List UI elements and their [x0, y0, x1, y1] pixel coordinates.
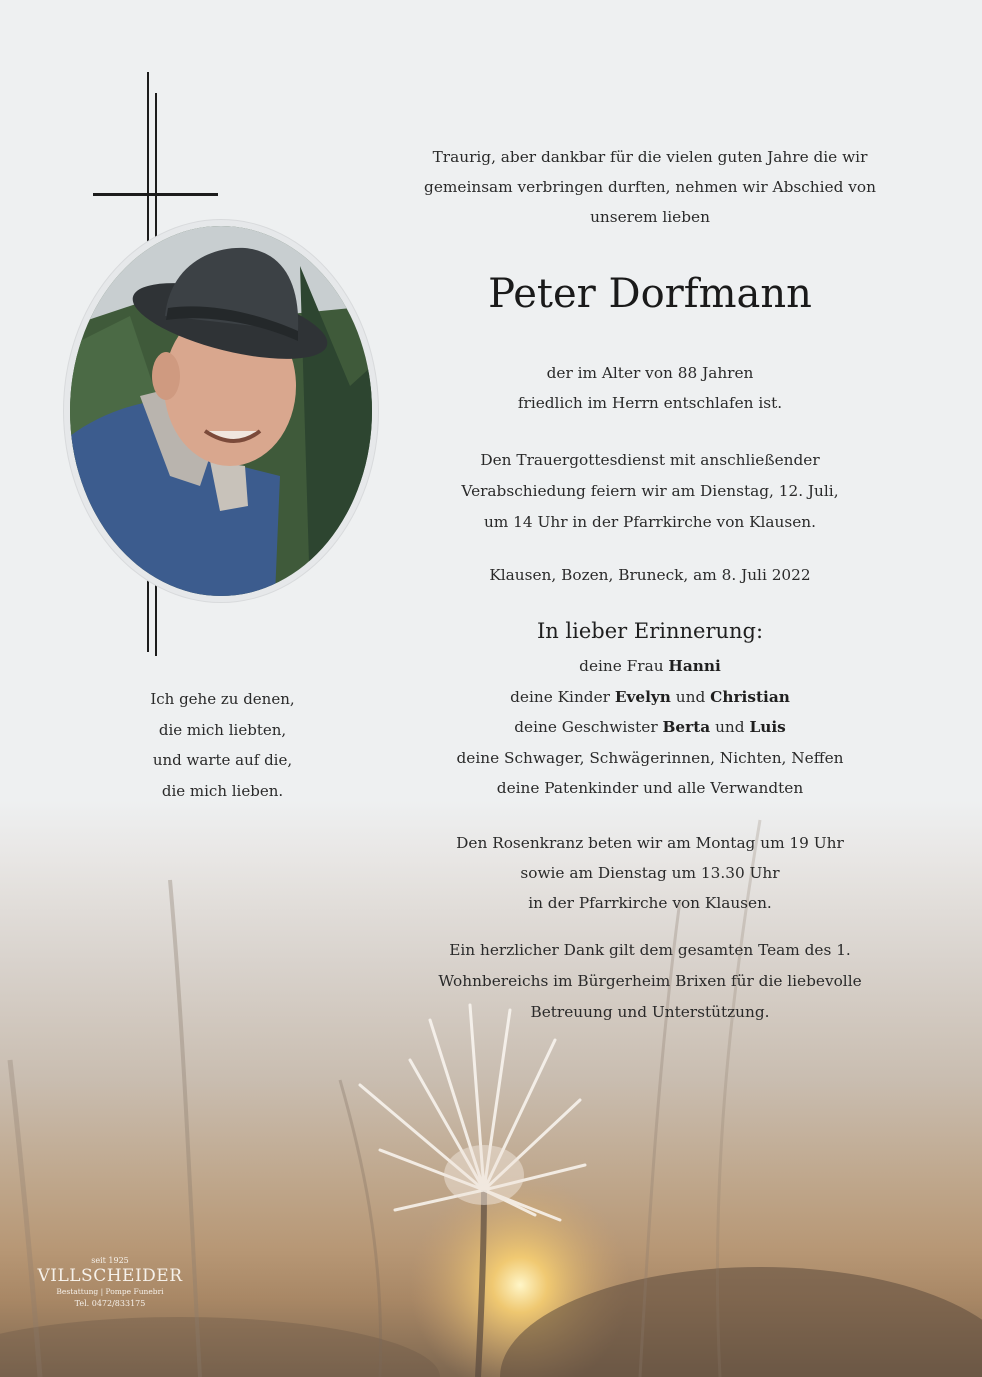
logo-phone: Tel. 0472/833175 — [74, 1299, 146, 1308]
cross-horizontal-line — [93, 193, 218, 196]
mourner-name: Berta — [662, 718, 711, 736]
service-line: Den Trauergottesdienst mit anschließender — [480, 451, 820, 469]
intro-text — [400, 142, 900, 232]
mourner-name: Christian — [710, 687, 790, 706]
logo-name: VILLSCHEIDER — [37, 1266, 183, 1286]
poem-line: Ich gehe zu denen, — [150, 690, 295, 708]
poem-line: die mich lieben. — [161, 781, 284, 800]
portrait-frame — [64, 220, 378, 602]
thanks-line: Ein herzlicher Dank gilt dem gesamten Team des 1. — [449, 941, 851, 959]
rosary-line: in der Pfarrkirche von Klausen. — [528, 894, 772, 912]
age-line: der im Alter von 88 Jahren — [546, 364, 754, 382]
intro-line: unserem lieben — [590, 208, 710, 226]
service-line: um 14 Uhr in der Pfarrkirche von Klausen. — [483, 513, 817, 531]
age-line: friedlich im Herrn entschlafen ist. — [517, 394, 783, 412]
poem — [100, 684, 345, 806]
deceased-name: Peter Dorfmann — [488, 271, 812, 317]
portrait-photo — [70, 226, 372, 596]
age-text — [400, 358, 900, 418]
mourner-line — [400, 651, 900, 682]
poem-line: und warte auf die, — [152, 751, 293, 769]
mourners-list — [400, 651, 900, 804]
mourner-text: deine Geschwister — [514, 718, 663, 736]
rosary-line: sowie am Dienstag um 13.30 Uhr — [520, 864, 780, 882]
poem-line: die mich liebten, — [158, 720, 287, 739]
memory-title: In lieber Erinnerung: — [536, 619, 764, 643]
mourner-name: Luis — [749, 718, 786, 736]
thanks-line: Betreuung und Unterstützung. — [530, 1003, 770, 1021]
mourner-text: und — [670, 687, 711, 706]
thanks-line: Wohnbereichs im Bürgerheim Brixen für die liebevolle — [438, 972, 862, 990]
mourner-line — [400, 682, 900, 713]
rosary-text — [400, 828, 900, 918]
logo-subtitle: Bestattung | Pompe Funebri — [56, 1287, 164, 1296]
rosary-line: Den Rosenkranz beten wir am Montag um 19 Uhr — [456, 834, 844, 852]
logo-since: seit 1925 — [91, 1256, 129, 1265]
funeral-service-text — [400, 445, 900, 538]
intro-line: gemeinsam verbringen durften, nehmen wir Abschied von — [424, 178, 876, 196]
mourner-name: Hanni — [668, 657, 721, 675]
mourner-text: deine Frau — [579, 657, 669, 675]
intro-line: Traurig, aber dankbar für die vielen guten Jahre die wir — [432, 148, 868, 166]
mourner-line: deine Patenkinder und alle Verwandten — [496, 779, 804, 797]
mourner-line — [400, 712, 900, 743]
mourner-line: deine Schwager, Schwägerinnen, Nichten, Neffen — [456, 748, 844, 767]
mourner-name: Evelyn — [614, 687, 671, 706]
mourner-text: und — [710, 718, 750, 736]
service-line: Verabschiedung feiern wir am Dienstag, 12. Juli, — [461, 482, 839, 500]
thanks-text — [400, 935, 900, 1028]
place-date: Klausen, Bozen, Bruneck, am 8. Juli 2022 — [489, 566, 811, 584]
mourner-text: deine Kinder — [510, 687, 615, 706]
funeral-home-logo — [30, 1256, 190, 1310]
